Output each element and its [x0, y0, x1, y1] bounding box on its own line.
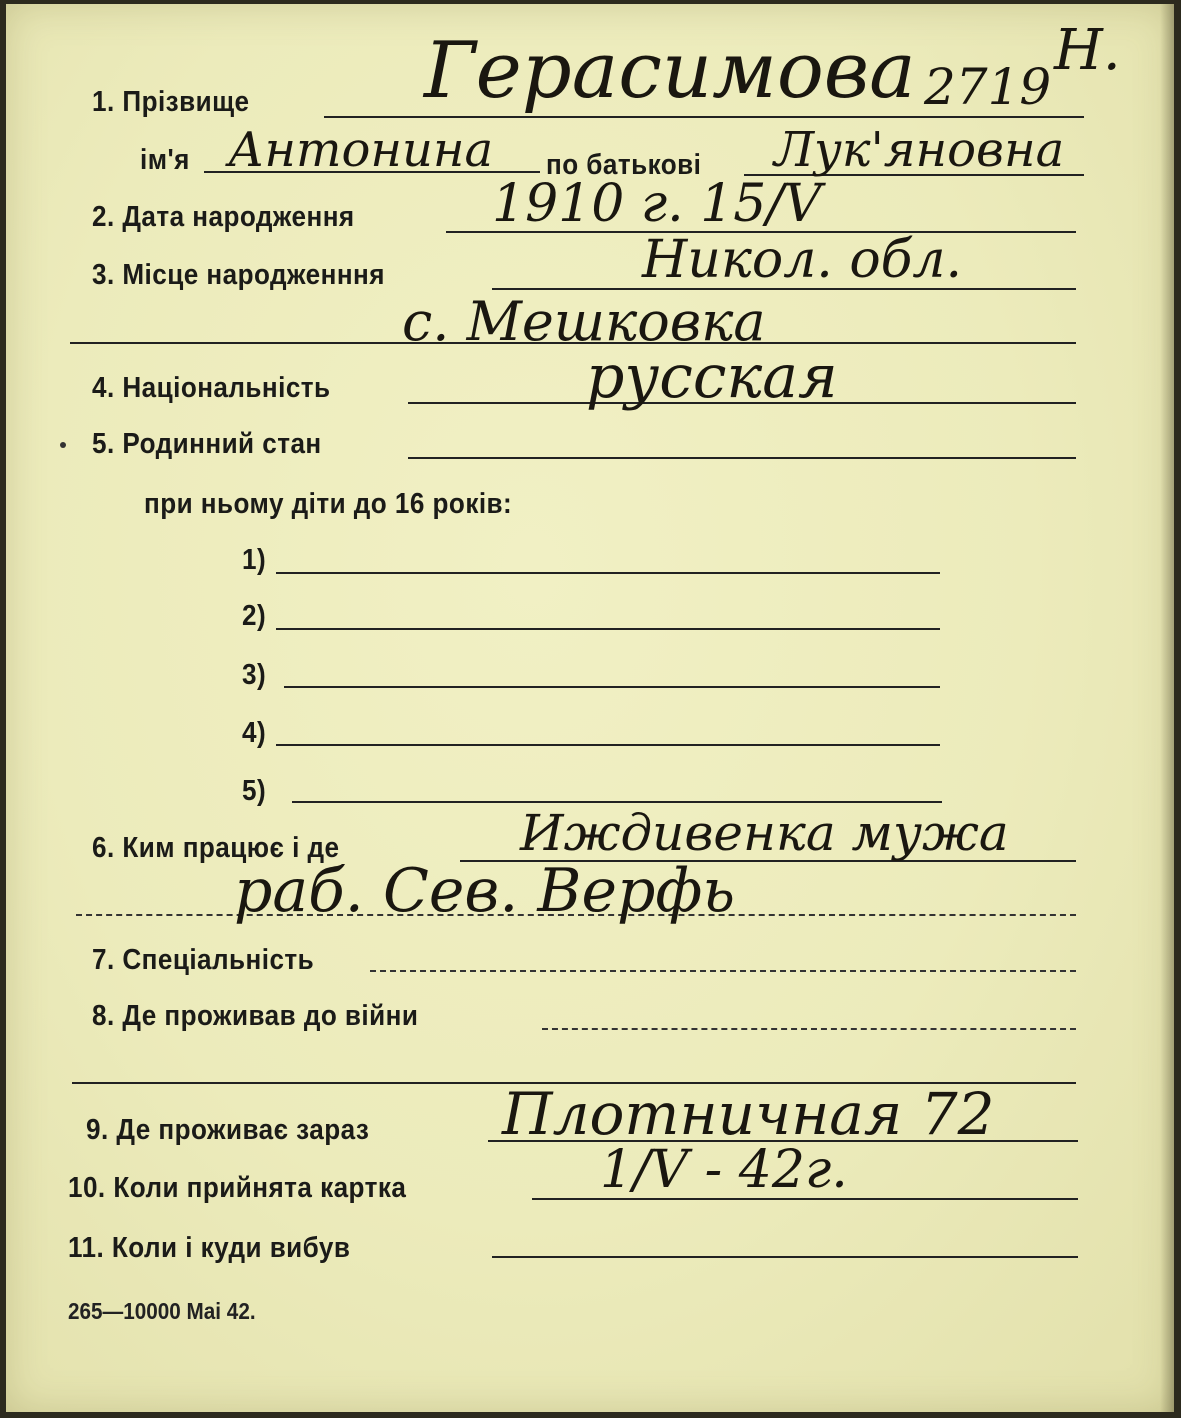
line-surname: [324, 116, 1084, 118]
print-code: 265—10000 Mai 42.: [68, 1298, 256, 1324]
registration-card: [6, 4, 1174, 1412]
child-number-3: 3): [242, 659, 267, 691]
hw-birth-date: 1910 г. 15/V: [492, 174, 822, 234]
child-number-5: 5): [242, 775, 267, 807]
child-number-1: 1): [242, 544, 267, 576]
label-specialty: 7. Спеціальність: [92, 944, 315, 976]
line-child-4: [276, 744, 940, 746]
label-marital-status: 5. Родинний стан: [92, 428, 322, 460]
label-children: при ньому діти до 16 років:: [144, 488, 513, 520]
line-child-3: [284, 686, 940, 688]
label-current-residence: 9. Де проживає зараз: [86, 1114, 370, 1146]
hw-card-date: 1/V - 42г.: [600, 1140, 848, 1200]
line-departure: [492, 1256, 1078, 1258]
hw-nationality: русская: [586, 342, 838, 412]
line-marital-status: [408, 457, 1076, 459]
hw-birth-place-1: Никол. обл.: [642, 230, 963, 290]
label-departure: 11. Коли і куди вибув: [68, 1232, 351, 1264]
hw-surname-mark: 2719: [924, 58, 1052, 116]
label-first-name: ім'я: [140, 144, 190, 176]
hw-work-1: Иждивенка мужа: [520, 804, 1009, 862]
label-patronymic: по батькові: [546, 149, 702, 181]
label-surname: 1. Прізвище: [92, 86, 250, 118]
label-birth-date: 2. Дата народження: [92, 201, 355, 233]
label-birth-place: 3. Місце народженння: [92, 259, 385, 291]
hw-current-address: Плотничная 72: [502, 1080, 995, 1148]
label-prewar-residence: 8. Де проживав до війни: [92, 1000, 419, 1032]
label-work: 6. Ким працює і де: [92, 832, 340, 864]
hw-surname: Герасимова: [424, 26, 916, 116]
hw-patronymic: Лук'яновна: [774, 122, 1065, 178]
line-child-2: [276, 628, 940, 630]
child-number-2: 2): [242, 600, 267, 632]
paper-edge-shadow: [1160, 4, 1174, 1412]
hw-birth-place-2: с. Мешковка: [402, 290, 766, 353]
label-card-date: 10. Коли прийнята картка: [68, 1172, 407, 1204]
line-child-1: [276, 572, 940, 574]
hw-corner-mark: Н.: [1054, 18, 1121, 83]
margin-dot: [60, 442, 66, 448]
hw-first-name: Антонина: [228, 122, 494, 178]
label-nationality: 4. Національність: [92, 372, 331, 404]
line-prewar-residence-1: [542, 1028, 1076, 1030]
child-number-4: 4): [242, 717, 267, 749]
line-child-5: [292, 801, 942, 803]
line-specialty: [370, 970, 1076, 972]
hw-work-2: раб. Сев. Верфь: [234, 856, 736, 926]
